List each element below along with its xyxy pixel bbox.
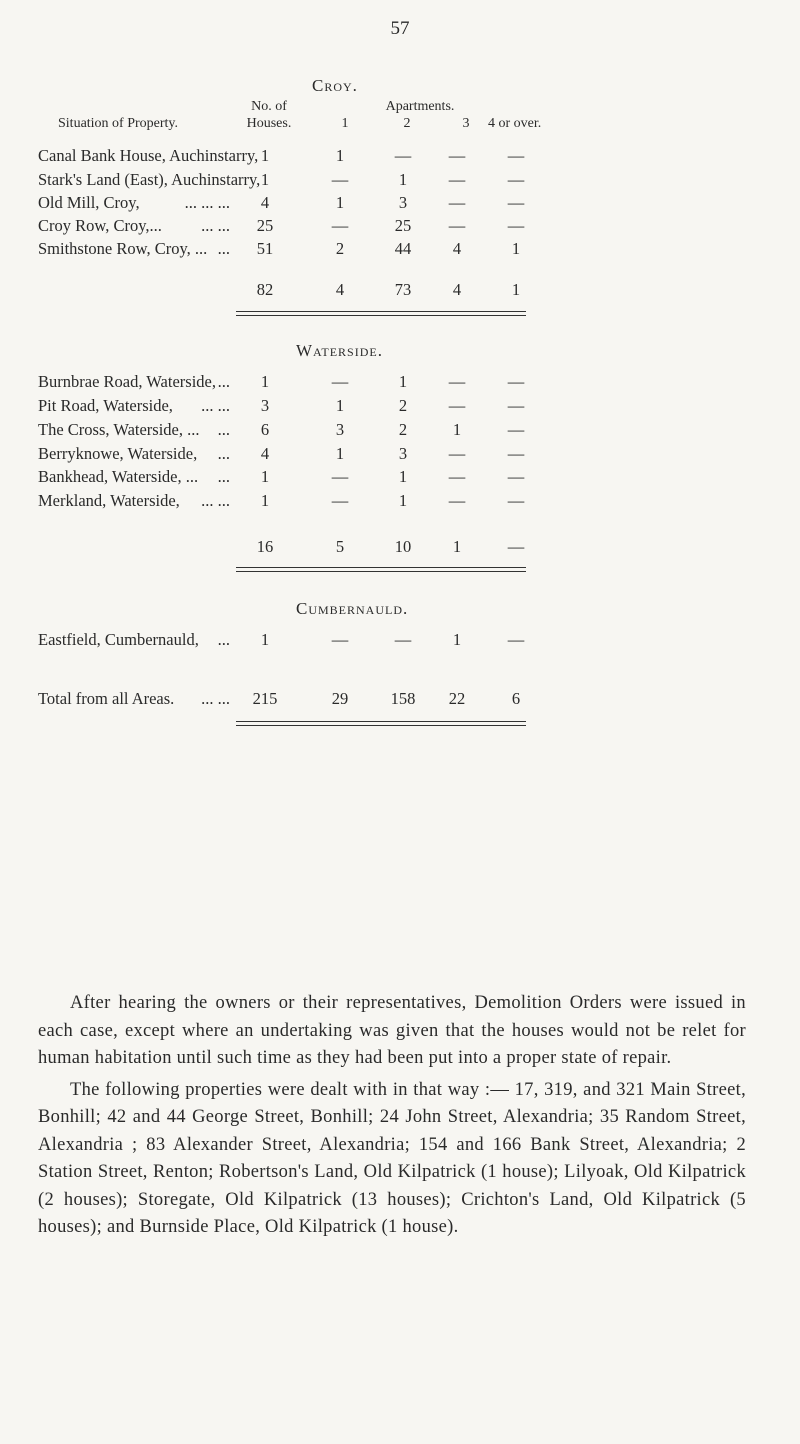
waterside-total-rule-1: [236, 567, 526, 568]
waterside-row-4-a2: 3: [398, 444, 408, 463]
croy-total-a4: 1: [511, 280, 521, 299]
grand-total-label: Total from all Areas.: [38, 689, 175, 708]
header-col-3: 3: [462, 116, 470, 131]
croy-row-2-a3: —: [448, 170, 466, 189]
paragraph-demolition-orders: After hearing the owners or their representatives, Demolition Orders were issued in each case, except where an undertaking was given that the houses would not be relet for human habitation until such time as they had been put into a proper state of repair.: [38, 993, 746, 1068]
page-number: 57: [390, 18, 410, 39]
waterside-row-2-a1: 1: [335, 396, 345, 415]
waterside-row-4-label: Berryknowe, Waterside,: [38, 444, 198, 463]
header-col-1: 1: [341, 116, 349, 131]
waterside-row-6-a3: —: [448, 491, 466, 510]
waterside-row-2-houses: 3: [260, 396, 270, 415]
section-title-croy: Croy.: [312, 76, 358, 95]
croy-total-a2: 73: [394, 280, 412, 299]
waterside-row-4-a3: —: [448, 444, 466, 463]
waterside-row-6-a1: —: [331, 491, 349, 510]
croy-row-3-a2: 3: [398, 193, 408, 212]
waterside-row-1-a2: 1: [398, 372, 408, 391]
waterside-row-2-a4: —: [507, 396, 525, 415]
waterside-row-5-houses: 1: [260, 467, 270, 486]
waterside-row-1-label: Burnbrae Road, Waterside,: [38, 372, 216, 391]
header-houses-line1: No. of: [251, 99, 287, 114]
cumbernauld-row-1-label: Eastfield, Cumbernauld,: [38, 630, 199, 649]
croy-row-4-houses: 25: [256, 216, 274, 235]
waterside-row-3-leader-dots: ...: [217, 420, 230, 439]
waterside-row-1-leader-dots: ...: [217, 372, 230, 391]
croy-row-4-label: Croy Row, Croy,...: [38, 216, 162, 235]
waterside-row-4-a4: —: [507, 444, 525, 463]
croy-row-5-a3: 4: [452, 239, 462, 258]
waterside-row-5-a3: —: [448, 467, 466, 486]
croy-row-2-label: Stark's Land (East), Auchinstarry,: [38, 170, 261, 189]
cumbernauld-row-1-a1: —: [331, 630, 349, 649]
waterside-row-2-leader-dots: ... ...: [201, 396, 230, 415]
croy-row-5-a1: 2: [335, 239, 345, 258]
waterside-row-4-leader-dots: ...: [217, 444, 230, 463]
croy-row-1-a3: —: [448, 146, 466, 165]
croy-row-1-label: Canal Bank House, Auchinstarry,: [38, 146, 259, 165]
croy-total-houses: 82: [256, 280, 274, 299]
croy-row-3-label: Old Mill, Croy,: [38, 193, 140, 212]
croy-row-1-a2: —: [394, 146, 412, 165]
croy-total-a3: 4: [452, 280, 462, 299]
grand-total-a1: 29: [331, 689, 349, 708]
croy-row-4-a4: —: [507, 216, 525, 235]
grand-total-rule-1: [236, 721, 526, 722]
waterside-row-5-a1: —: [331, 467, 349, 486]
waterside-row-6-leader-dots: ... ...: [201, 491, 230, 510]
croy-row-2-a1: —: [331, 170, 349, 189]
cumbernauld-row-1-a2: —: [394, 630, 412, 649]
cumbernauld-row-1-houses: 1: [260, 630, 270, 649]
waterside-total-a1: 5: [335, 537, 345, 556]
croy-row-1-houses: 1: [260, 146, 270, 165]
grand-total-a3: 22: [448, 689, 466, 708]
waterside-row-3-houses: 6: [260, 420, 270, 439]
waterside-row-4-houses: 4: [260, 444, 270, 463]
waterside-row-3-a4: —: [507, 420, 525, 439]
croy-row-5-a4: 1: [511, 239, 521, 258]
waterside-row-3-a3: 1: [452, 420, 462, 439]
waterside-row-3-label: The Cross, Waterside, ...: [38, 420, 200, 439]
grand-total-a4: 6: [511, 689, 521, 708]
croy-row-5-leader-dots: ...: [217, 239, 230, 258]
body-text: [38, 990, 746, 1242]
waterside-total-a3: 1: [452, 537, 462, 556]
croy-total-rule-2: [236, 315, 526, 316]
header-situation: Situation of Property.: [58, 116, 179, 131]
croy-row-4-a1: —: [331, 216, 349, 235]
waterside-total-a2: 10: [394, 537, 412, 556]
grand-total-rule-2: [236, 725, 526, 726]
croy-row-4-leader-dots: ... ...: [201, 216, 230, 235]
croy-row-2-a4: —: [507, 170, 525, 189]
croy-row-2-a2: 1: [398, 170, 408, 189]
header-col-4: 4 or over.: [488, 116, 542, 131]
waterside-row-1-a1: —: [331, 372, 349, 391]
waterside-row-5-leader-dots: ...: [217, 467, 230, 486]
waterside-row-2-a2: 2: [398, 396, 408, 415]
grand-total-houses: 215: [252, 689, 278, 708]
croy-row-5-label: Smithstone Row, Croy, ...: [38, 239, 208, 258]
croy-row-3-houses: 4: [260, 193, 270, 212]
waterside-row-6-houses: 1: [260, 491, 270, 510]
waterside-row-5-label: Bankhead, Waterside, ...: [38, 467, 199, 486]
croy-row-4-a3: —: [448, 216, 466, 235]
waterside-row-3-a2: 2: [398, 420, 408, 439]
croy-row-3-a4: —: [507, 193, 525, 212]
croy-row-5-houses: 51: [256, 239, 274, 258]
waterside-total-houses: 16: [256, 537, 274, 556]
paragraph-properties-list: The following properties were dealt with in that way :— 17, 319, and 321 Main Street, Bonhill; 42 and 44 George Street, Bonhill; 24 John Street, Alexandria; 35 Random Street, Alexandria ; 83 Alexander Street, Alexandria; 154 and 166 Bank Street, Alexandria; 2 Station Street, Renton; Robertson's Land, Old Kilpatrick (1 house); Lilyoak, Old Kilpatrick (2 houses); Storegate, Old Kilpatrick (13 houses); Crichton's Land, Old Kilpatrick (5 houses); and Burnside Place, Old Kilpatrick (1 house).: [38, 1079, 746, 1237]
waterside-row-2-label: Pit Road, Waterside,: [38, 396, 173, 415]
waterside-row-6-label: Merkland, Waterside,: [38, 491, 180, 510]
croy-total-a1: 4: [335, 280, 345, 299]
waterside-row-5-a4: —: [507, 467, 525, 486]
header-apartments: Apartments.: [385, 99, 455, 114]
waterside-row-3-a1: 3: [335, 420, 345, 439]
croy-row-1-a4: —: [507, 146, 525, 165]
waterside-row-2-a3: —: [448, 396, 466, 415]
croy-row-5-a2: 44: [394, 239, 412, 258]
croy-row-3-a3: —: [448, 193, 466, 212]
croy-total-rule-1: [236, 311, 526, 312]
croy-row-1-a1: 1: [335, 146, 345, 165]
section-title-cumbernauld: Cumbernauld.: [296, 599, 409, 618]
waterside-row-1-a4: —: [507, 372, 525, 391]
waterside-row-6-a4: —: [507, 491, 525, 510]
waterside-row-5-a2: 1: [398, 467, 408, 486]
waterside-total-a4: —: [507, 537, 525, 556]
waterside-row-6-a2: 1: [398, 491, 408, 510]
section-title-waterside: Waterside.: [296, 341, 383, 360]
waterside-row-1-houses: 1: [260, 372, 270, 391]
grand-total-a2: 158: [390, 689, 416, 708]
grand-total-leader-dots: ... ...: [201, 689, 230, 708]
cumbernauld-row-1-a4: —: [507, 630, 525, 649]
waterside-row-4-a1: 1: [335, 444, 345, 463]
header-houses-line2: Houses.: [246, 116, 292, 131]
croy-row-4-a2: 25: [394, 216, 412, 235]
croy-row-2-houses: 1: [260, 170, 270, 189]
croy-row-3-leader-dots: ... ... ...: [184, 193, 230, 212]
waterside-total-rule-2: [236, 571, 526, 572]
cumbernauld-row-1-a3: 1: [452, 630, 462, 649]
croy-row-3-a1: 1: [335, 193, 345, 212]
cumbernauld-row-1-leader-dots: ...: [217, 630, 230, 649]
header-col-2: 2: [403, 116, 411, 131]
waterside-row-1-a3: —: [448, 372, 466, 391]
